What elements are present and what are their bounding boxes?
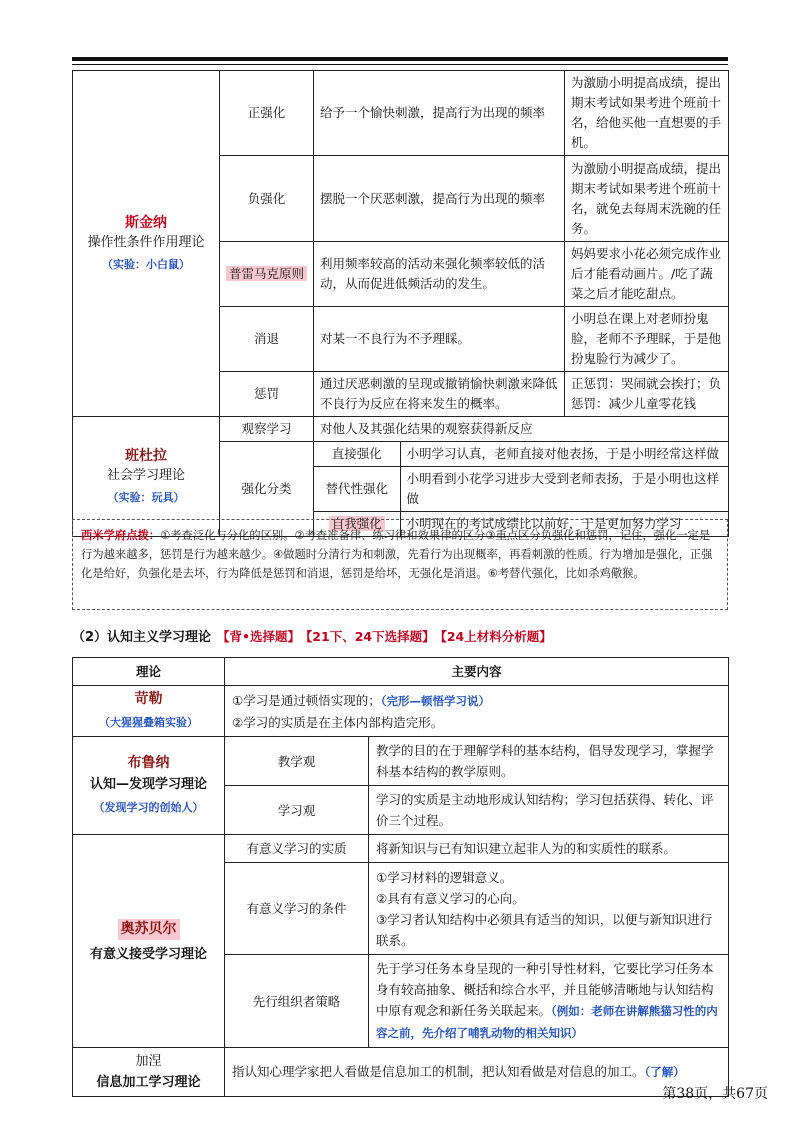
reinforcement-type: 直接强化 — [314, 442, 400, 466]
header-content: 主要内容 — [225, 658, 729, 686]
definition-cell: 通过厌恶刺激的呈现或撤销愉快刺激来降低不良行为反应在将来发生的概率。 — [314, 372, 565, 417]
table-header-row — [73, 658, 729, 686]
page-number: 第38页，共67页 — [662, 1086, 768, 1102]
header-rule-thin — [72, 64, 728, 65]
category-cell: 有意义学习的条件 — [225, 863, 369, 955]
table-row — [73, 686, 729, 737]
organizer-example: （例如：老师在讲解熊猫习性的内容之前，先介绍了哺乳动物的相关知识） — [376, 1004, 718, 1040]
bruner-theory: 认知—发现学习理论 — [89, 777, 207, 792]
bruner-experiment: （发现学习的创始人） — [93, 801, 204, 814]
reinforcement-type: 替代性强化 — [314, 467, 400, 511]
category-cell — [220, 242, 314, 307]
gagne-content — [225, 1048, 729, 1097]
content-cell — [369, 955, 729, 1048]
self-reinforcement-highlight: 自我强化 — [329, 516, 385, 531]
bruner-cell — [73, 737, 225, 835]
reinforcement-inner — [314, 467, 728, 511]
bandura-experiment: （实验：玩具） — [107, 490, 185, 504]
bandura-name: 班杜拉 — [125, 447, 167, 464]
definition-cell: 对某一不良行为不予理睬。 — [314, 307, 565, 372]
kohler-name: 苛勒 — [134, 691, 163, 707]
ausubel-cell — [73, 835, 225, 1048]
category-cell: 观察学习 — [220, 417, 314, 442]
table-row — [73, 417, 729, 442]
category-cell: 有意义学习的实质 — [225, 835, 369, 863]
ausubel-theory: 有意义接受学习理论 — [89, 946, 207, 962]
condition-item: ②具有有意义学习的心向。 — [376, 890, 525, 906]
reinforcement-row — [314, 442, 729, 467]
table-row — [73, 835, 729, 863]
content-cell: 教学的目的在于理解学科的基本结构，倡导发现学习，掌握学科基本结构的教学原则。 — [369, 737, 729, 786]
condition-item: ①学习材料的逻辑意义。 — [376, 869, 513, 885]
category-cell: 正强化 — [220, 71, 314, 156]
skinner-experiment: （实验：小白鼠） — [102, 257, 190, 271]
section-tag: 【24上材料分析题】 — [440, 629, 552, 644]
kohler-point-note: （完形—顿悟学习说） — [380, 693, 490, 708]
category-cell: 消退 — [220, 307, 314, 372]
skinner-name: 斯金纳 — [125, 214, 167, 231]
kohler-content — [225, 686, 729, 737]
kohler-point: ②学习的实质是在主体内部构造完形。 — [232, 714, 444, 730]
bandura-theory: 社会学习理论 — [106, 467, 185, 483]
bruner-name: 布鲁纳 — [127, 755, 170, 771]
kohler-experiment: （大猩猩叠箱实验） — [99, 716, 198, 729]
organizer-text: 先于学习任务本身呈现的一种引导性材料，它要比学习任务本身有较高抽象、概括和综合水平，并且能够清晰地与认知结构中原有观念和新任务关联起来。 — [376, 961, 714, 1018]
example-cell: 小明总在课上对老师扮鬼脸，老师不予理睬，于是他扮鬼脸行为减少了。 — [565, 307, 729, 372]
reinforcement-row — [314, 467, 729, 512]
cognitivism-table — [72, 657, 729, 1097]
example-cell: 妈妈要求小花必须完成作业后才能看动画片。/吃了蔬菜之后才能吃甜点。 — [565, 242, 729, 307]
kohler-cell — [73, 686, 225, 737]
content-cell: 将新知识与已有知识建立起非人为的和实质性的联系。 — [369, 835, 729, 863]
skinner-theory: 操作性条件作用理论 — [87, 234, 205, 250]
reinforcement-label: 强化分类 — [220, 442, 314, 537]
premack-highlight: 普雷马克原则 — [226, 266, 307, 281]
example-cell: 为激励小明提高成绩，提出期末考试如果考进个班前十名，给他买他一直想要的手机。 — [565, 71, 729, 156]
table-row — [73, 1048, 729, 1097]
section-tag: 【背•选择题】 — [217, 629, 301, 644]
gagne-cell — [73, 1048, 225, 1097]
table-row — [73, 737, 729, 786]
reinforcement-example: 小明看到小花学习进步大受到老师表扬，于是小明也这样做 — [406, 471, 720, 506]
reinforcement-inner — [314, 442, 728, 466]
tips-text: ①考查泛化与分化的区别。②考查准备律、练习律和效果律的区分③重点区分负强化和惩罚，记住，强化一定是行为越来越多，惩罚是行为越来越少。④做题时分清行为和刺激，先看行为出现概率，再看刺激的性质。行为增加是强化，正强化是给好，负强化是去坏，行为降低是惩罚和消退，惩罚是给坏，无强化是消退。⑥考替代强化，比如杀鸡儆猴。 — [81, 529, 713, 580]
section-heading — [72, 626, 552, 645]
behaviorism-table — [72, 70, 729, 537]
reinforcement-example: 小明现在的考试成绩比以前好，于是更加努力学习 — [406, 516, 682, 531]
section-tag: 【21下、24下选择题】 — [306, 629, 435, 644]
example-cell: 正惩罚：哭闹就会挨打；负惩罚：减少儿童零花钱 — [565, 372, 729, 417]
category-cell: 教学观 — [225, 737, 369, 786]
example-cell: 为激励小明提高成绩，提出期末考试如果考进个班前十名，就免去每周末洗碗的任务。 — [565, 156, 729, 242]
tips-label: 西米学府点拨： — [81, 529, 161, 542]
table-row — [73, 71, 729, 156]
category-cell: 学习观 — [225, 786, 369, 835]
kohler-point: ①学习是通过顿悟实现的； — [232, 692, 381, 708]
definition-cell: 摆脱一个厌恶刺激，提高行为出现的频率 — [314, 156, 565, 242]
reinforcement-example: 小明学习认真，老师直接对他表扬，于是小明经常这样做 — [406, 446, 720, 461]
gagne-name: 加涅 — [135, 1054, 162, 1069]
skinner-cell — [73, 71, 220, 417]
category-cell: 惩罚 — [220, 372, 314, 417]
header-theory: 理论 — [73, 658, 225, 686]
definition-cell: 对他人及其强化结果的观察获得新反应 — [314, 417, 729, 442]
condition-item: ③学习者认知结构中必须具有适当的知识，以便与新知识进行联系。 — [376, 911, 713, 948]
content-cell — [369, 863, 729, 955]
ausubel-name: 奥苏贝尔 — [118, 919, 180, 940]
definition-cell: 利用频率较高的活动来强化频率较低的活动，从而促进低频活动的发生。 — [314, 242, 565, 307]
category-cell: 负强化 — [220, 156, 314, 242]
section-title: （2）认知主义学习理论 — [72, 630, 212, 645]
header-rule-thick — [72, 57, 728, 61]
content-cell: 学习的实质是主动地形成认知结构；学习包括获得、转化、评价三个过程。 — [369, 786, 729, 835]
category-cell: 先行组织者策略 — [225, 955, 369, 1048]
gagne-note: （了解） — [644, 1065, 685, 1079]
tips-box — [72, 519, 728, 610]
gagne-text: 指认知心理学家把人看做是信息加工的机制，把认知看做是对信息的加工。 — [232, 1064, 645, 1079]
definition-cell: 给予一个愉快刺激，提高行为出现的频率 — [314, 71, 565, 156]
gagne-theory: 信息加工学习理论 — [96, 1075, 201, 1090]
